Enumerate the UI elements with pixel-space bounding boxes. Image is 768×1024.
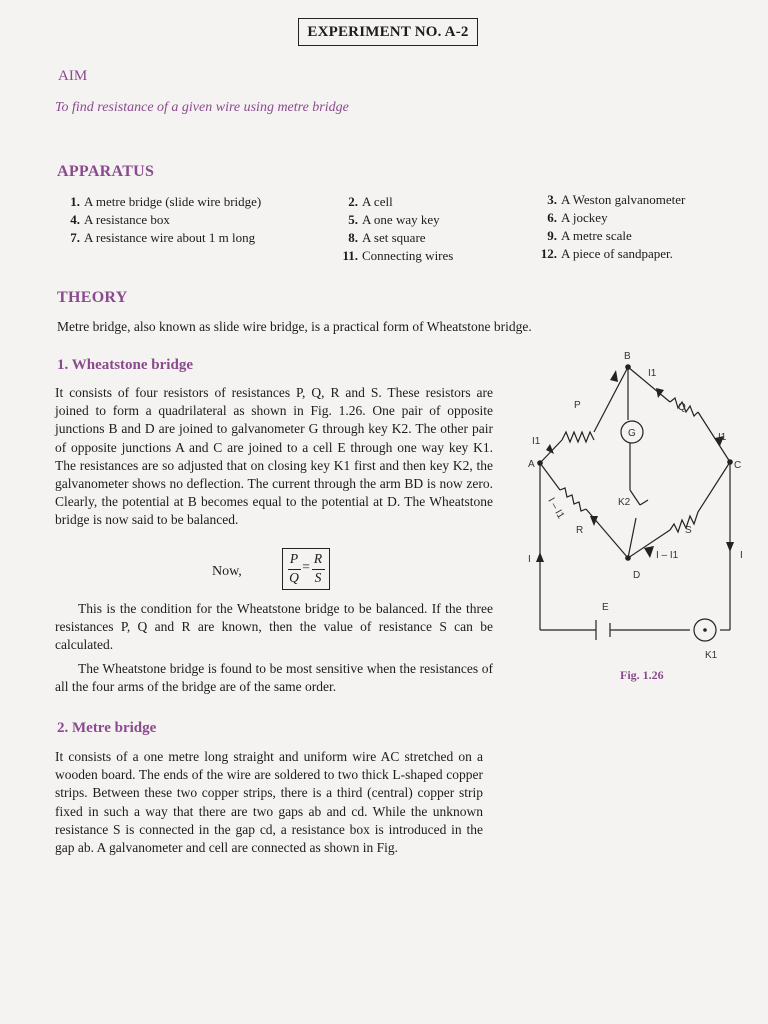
apparatus-item: 7. A resistance wire about 1 m long (70, 230, 256, 245)
resistor-q-label: Q (678, 402, 686, 413)
apparatus-item: 8. A set square (348, 230, 426, 245)
node-d-label: D (633, 570, 641, 581)
current-i1-left-label: I1 (532, 436, 541, 447)
theory-intro: Metre bridge, also known as slide wire bridge, is a practical form of Wheatstone bridge. (57, 319, 532, 334)
cell-e-label: E (602, 602, 609, 613)
resistor-p-label: P (574, 400, 581, 411)
experiment-title: EXPERIMENT NO. A-2 (298, 18, 478, 46)
aim-text: To find resistance of a given wire using metre bridge (55, 100, 349, 115)
node-a-label: A (528, 459, 535, 470)
balance-condition-text: This is the condition for the Wheatstone bridge to be balanced. If the three resistances P, Q and R are known, then the value of resistance S can be calculated. (55, 601, 493, 653)
apparatus-column-3 (534, 191, 685, 263)
figure-caption: Fig. 1.26 (620, 668, 664, 682)
current-i1-top-label: I1 (648, 368, 657, 379)
apparatus-item: 6. A jockey (547, 210, 608, 225)
apparatus-item: 11. Connecting wires (342, 248, 454, 263)
current-i-right-label: I (740, 550, 743, 561)
sensitivity-text: The Wheatstone bridge is found to be most sensitive when the resistances of all the four arms of the bridge are of the same order. (55, 661, 493, 695)
wheatstone-bridge-diagram (510, 340, 760, 670)
apparatus-column-2 (336, 193, 453, 265)
key-k1-label: K1 (705, 650, 718, 661)
balance-formula-box: P Q = R S (282, 548, 330, 590)
apparatus-item: 12. A piece of sandpaper. (540, 246, 673, 261)
current-i-left-label: I (528, 554, 531, 565)
apparatus-item: 5. A one way key (348, 212, 440, 227)
key-k2-label: K2 (618, 497, 631, 508)
node-c-label: C (734, 460, 742, 471)
apparatus-item: 3. A Weston galvanometer (547, 192, 686, 207)
metre-bridge-heading: 2. Metre bridge (57, 720, 157, 736)
aim-heading: AIM (58, 68, 88, 84)
apparatus-heading: APPARATUS (57, 163, 155, 180)
current-i-minus-i1-label: I – I1 (656, 550, 679, 561)
apparatus-item: 1. A metre bridge (slide wire bridge) (70, 194, 262, 209)
apparatus-item: 9. A metre scale (547, 228, 632, 243)
now-label: Now, (212, 564, 242, 579)
resistor-r-label: R (576, 525, 584, 536)
current-i-minus-i1-left-label: I – I1 (545, 496, 567, 521)
node-b-label: B (624, 351, 631, 362)
resistor-s-label: S (685, 525, 692, 536)
current-i1-right-label: I1 (718, 432, 727, 443)
wheatstone-heading: 1. Wheatstone bridge (57, 357, 193, 373)
apparatus-item: 2. A cell (348, 194, 393, 209)
metre-bridge-description: It consists of a one metre long straight and uniform wire AC stretched on a wooden board. The ends of the wire are soldered to two thick L-shaped copper strips. Between these two copper strips, there is a third (central) copper strip fixed in such a way that there are two gaps ab and cd. While the unknown resistance S is connected in the gap cd, a resistance box is introduced in the gap ab. A galvanometer and cell are connected as shown in Fig. (55, 749, 483, 856)
wheatstone-description: It consists of four resistors of resistances P, Q, R and S. These resistors are joined to form a quadrilateral as shown in Fig. 1.26. One pair of opposite junctions B and D are joined to galvanometer G through key K2. The other pair of opposite junctions A and C are joined to a cell E through one way key K1. The resistances are so adjusted that on closing key K1 first and then key K2, the galvanometer shows no deflection. The current through the arm BD is now zero. Clearly, the potential at B becomes equal to the potential at D. The Wheatstone bridge is now said to be balanced. (55, 385, 493, 528)
theory-heading: THEORY (57, 289, 128, 306)
galvanometer-label: G (628, 428, 636, 439)
apparatus-column-1 (62, 193, 261, 247)
apparatus-item: 4. A resistance box (70, 212, 170, 227)
